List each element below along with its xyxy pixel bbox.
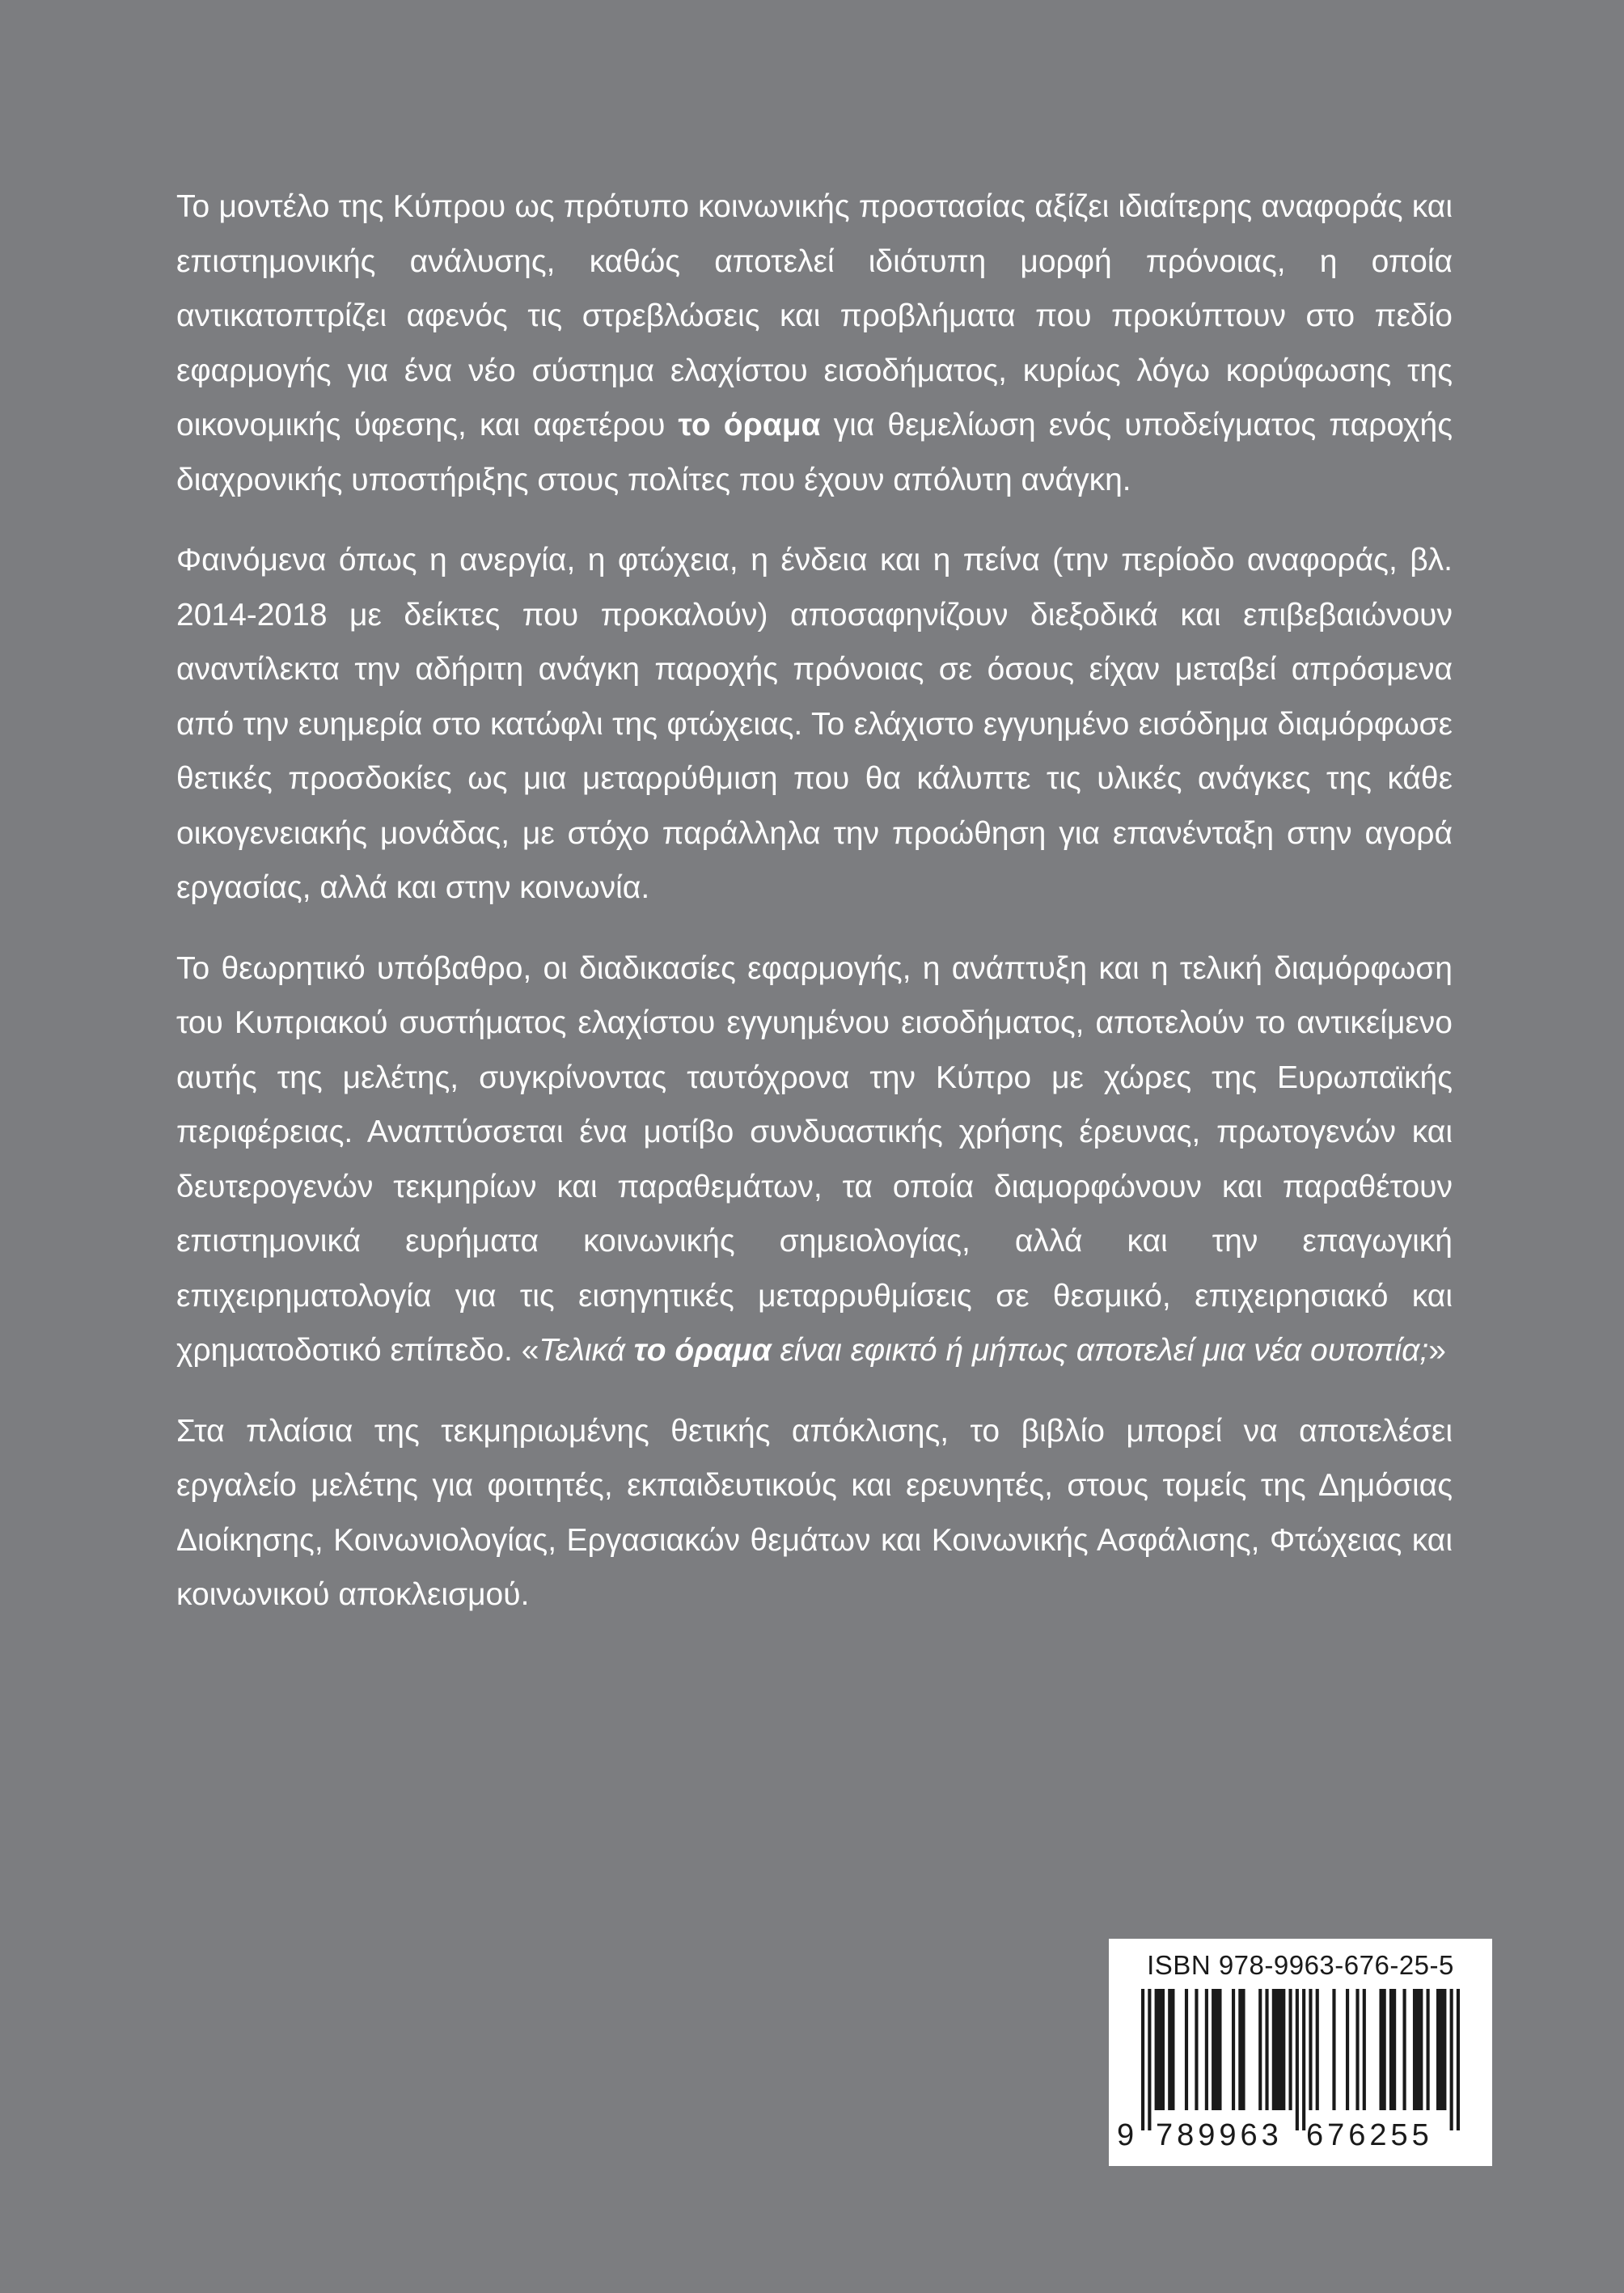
isbn-barcode-box [1109, 1939, 1492, 2166]
paragraph-2: Φαινόμενα όπως η ανεργία, η φτώχεια, η ένδεια και η πείνα (την περίοδο αναφοράς, βλ. 2014-2018 με δείκτες που προκαλούν) αποσαφηνίζουν διεξοδικά και επιβεβαιώνουν αναντίλεκτα την αδήριτη ανάγκη παροχής πρόνοιας σε όσους είχαν μεταβεί απρόσμενα από την ευημερία στο κατώφλι της φτώχειας. Το ελάχιστο εγγυημένο εισόδημα διαμόρφωσε θετικές προσδοκίες ως μια μεταρρύθμιση που θα κάλυπτε τις υλικές ανάγκες της κάθε οικογενειακής μονάδας, με στόχο παράλληλα την προώθηση για επανένταξη στην αγορά εργασίας, αλλά και στην κοινωνία. [176, 543, 1453, 905]
barcode-guard-bar [1302, 1989, 1305, 2130]
closing-question-emphasis: το όραμα [633, 1333, 772, 1368]
barcode-bar [1232, 1989, 1235, 2110]
barcode-bar [1413, 1989, 1423, 2110]
barcode-bar [1363, 1989, 1366, 2110]
barcode-bars [1141, 1989, 1460, 2130]
barcode-digits-left: 789963 [1156, 2118, 1283, 2152]
barcode-bar [1168, 1989, 1174, 2110]
paragraph-4: Στα πλαίσια της τεκμηριωμένης θετικής απόκλισης, το βιβλίο μπορεί να αποτελέσει εργαλείο μελέτης για φοιτητές, εκπαιδευτικούς και ερευνητές, στους τομείς της Δημόσιας Διοίκησης, Κοινωνιολογίας, Εργασιακών θεμάτων και Κοινωνικής Ασφάλισης, Φτώχειας και κοινωνικού αποκλεισμού. [176, 1413, 1453, 1612]
barcode-bar [1185, 1989, 1188, 2110]
barcode-bar [1272, 1989, 1286, 2110]
closing-question-start: Τελικά [539, 1333, 634, 1368]
closing-question [539, 1333, 1428, 1368]
barcode-guard-bar [1457, 1989, 1460, 2130]
barcode-bar [1155, 1989, 1165, 2110]
barcode-bar [1346, 1989, 1349, 2110]
paragraph-1-text: Το μοντέλο της Κύπρου ως πρότυπο κοινωνικής προστασίας αξίζει ιδιαίτερης αναφοράς και επιστημονικής ανάλυσης, καθώς αποτελεί ιδιότυπη μορφή πρόνοιας, η οποία αντικατοπτρίζει αφενός τις στρεβλώσεις και προβλήματα που προκύπτουν στο πεδίο εφαρμογής για ένα νέο σύστημα ελαχίστου εισοδήματος, κυρίως λόγω κορύφωσης της οικονομικής ύφεσης, και αφετέρου [176, 189, 1453, 442]
barcode-bar [1332, 1989, 1335, 2110]
paragraph-1-text-end: για θεμελίωση ενός υποδείγματος παροχής διαχρονικής υποστήριξης στους πολίτες που έχουν απόλυτη ανάγκη. [176, 408, 1453, 497]
barcode-bar [1309, 1989, 1312, 2110]
barcode-bar [1195, 1989, 1198, 2110]
barcode-bar [1316, 1989, 1319, 2110]
barcode-bar [1436, 1989, 1446, 2110]
barcode-bar [1389, 1989, 1396, 2110]
barcode-bar [1427, 1989, 1430, 2110]
barcode-digit-first: 9 [1117, 2118, 1135, 2152]
paragraph-1 [176, 180, 1453, 507]
barcode-bar [1355, 1989, 1359, 2110]
back-cover-text [176, 180, 1453, 1622]
paragraph-3 [176, 941, 1453, 1378]
barcode-bar [1379, 1989, 1385, 2110]
barcode-digits-right: 676255 [1306, 2118, 1433, 2152]
barcode-bar [1288, 1989, 1292, 2110]
barcode-digits [1109, 2118, 1492, 2157]
barcode-bar [1265, 1989, 1268, 2110]
barcode-bar [1402, 1989, 1406, 2110]
barcode-guard-bar [1450, 1989, 1453, 2130]
barcode-bar [1258, 1989, 1262, 2110]
barcode-guard-bar [1141, 1989, 1144, 2130]
isbn-label: ISBN 978-9963-676-25-5 [1147, 1950, 1454, 1980]
closing-question-end: είναι εφικτό ή μήπως αποτελεί μια νέα ουτοπία; [771, 1333, 1429, 1368]
barcode-bar [1212, 1989, 1221, 2110]
closing-quote-mark: » [1428, 1333, 1446, 1368]
barcode-bar [1205, 1989, 1208, 2110]
barcode-guard-bar [1148, 1989, 1151, 2130]
paragraph-1-emphasis: το όραμα [678, 408, 821, 442]
barcode-guard-bar [1296, 1989, 1299, 2130]
paragraph-3-text: Το θεωρητικό υπόβαθρο, οι διαδικασίες εφαρμογής, η ανάπτυξη και η τελική διαμόρφωση του Κυπριακού συστήματος ελαχίστου εγγυημένου εισοδήματος, αποτελούν το αντικείμενο αυτής της μελέτης, συγκρίνοντας ταυτόχρονα την Κύπρο με χώρες της Ευρωπαϊκής περιφέρειας. Αναπτύσσεται ένα μοτίβο συνδυαστικής χρήσης έρευνας, πρωτογενών και δευτερογενών τεκμηρίων και παραθεμάτων, τα οποία διαμορφώνουν και παραθέτουν επιστημονικά ευρήματα κοινωνικής σημειολογίας, αλλά και την επαγωγική επιχειρηματολογία για τις εισηγητικές μεταρρυθμίσεις σε θεσμικό, επιχειρησιακό και χρηματοδοτικό επίπεδο. « [176, 950, 1453, 1368]
barcode-bar [1238, 1989, 1245, 2110]
